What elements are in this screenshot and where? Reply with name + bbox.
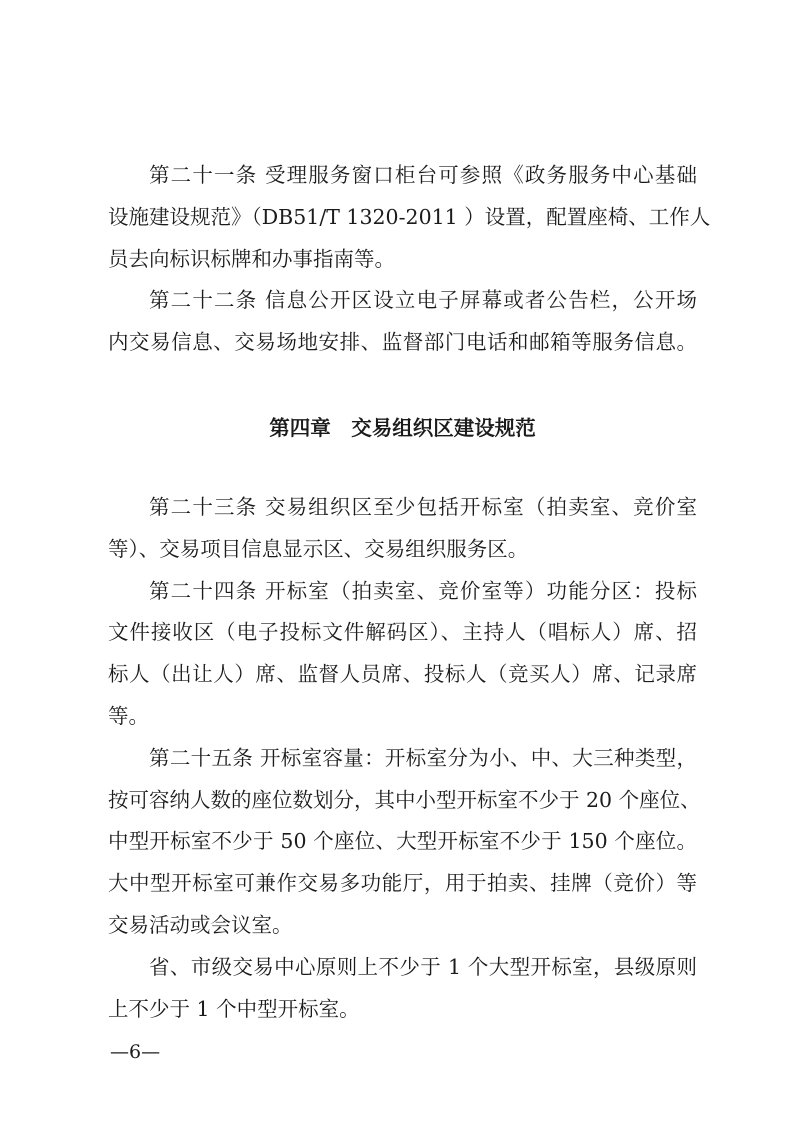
page-number: —6— — [110, 1041, 161, 1063]
text-line: 等。 — [108, 703, 149, 728]
text-line: 中型开标室不少于 50 个座位、大型开标室不少于 150 个座位。 — [108, 829, 697, 854]
text-line: 第二十一条 受理服务窗口柜台可参照《政务服务中心基础 — [149, 163, 697, 187]
text-line: 第二十二条 信息公开区设立电子屏幕或者公告栏，公开场 — [149, 288, 697, 313]
text-line: 内交易信息、交易场地安排、监督部门电话和邮箱等服务信息。 — [108, 330, 697, 355]
document-section-facilities — [108, 155, 711, 364]
paragraph-article-23 — [108, 487, 697, 571]
text-line: 按可容纳人数的座位数划分，其中小型开标室不少于 20 个座位、 — [108, 787, 701, 812]
text-line: 上不少于 1 个中型开标室。 — [108, 996, 360, 1021]
text-line: 大中型开标室可兼作交易多功能厅，用于拍卖、挂牌（竞价）等 — [108, 871, 697, 896]
text-line: 第二十五条 开标室容量：开标室分为小、中、大三种类型， — [149, 745, 697, 770]
text-line: 员去向标识标牌和办事指南等。 — [108, 246, 395, 271]
text-line: 交易活动或会议室。 — [108, 912, 293, 937]
text-line: 第二十三条 交易组织区至少包括开标室（拍卖室、竞价室 — [149, 495, 697, 519]
paragraph-article-21 — [108, 155, 711, 280]
text-line: 第二十四条 开标室（拍卖室、竞价室等）功能分区：投标 — [149, 578, 697, 603]
chapter-heading: 第四章 交易组织区建设规范 — [269, 416, 536, 440]
text-line: 省、市级交易中心原则上不少于 1 个大型开标室，县级原则 — [149, 954, 697, 979]
text-line: 文件接收区（电子投标文件解码区）、主持人（唱标人）席、招 — [108, 620, 697, 645]
paragraph-article-25-supplement — [108, 947, 697, 1031]
document-section-trading-area — [108, 487, 701, 1030]
paragraph-article-24 — [108, 571, 697, 738]
text-line: 等）、交易项目信息显示区、交易组织服务区。 — [108, 536, 529, 561]
text-line: 设施建设规范》（DB51/T 1320-2011 ）设置，配置座椅、工作人 — [108, 204, 711, 229]
paragraph-article-22 — [108, 280, 697, 364]
text-line: 标人（出让人）席、监督人员席、投标人（竞买人）席、记录席 — [108, 662, 697, 687]
paragraph-article-25 — [108, 738, 701, 947]
